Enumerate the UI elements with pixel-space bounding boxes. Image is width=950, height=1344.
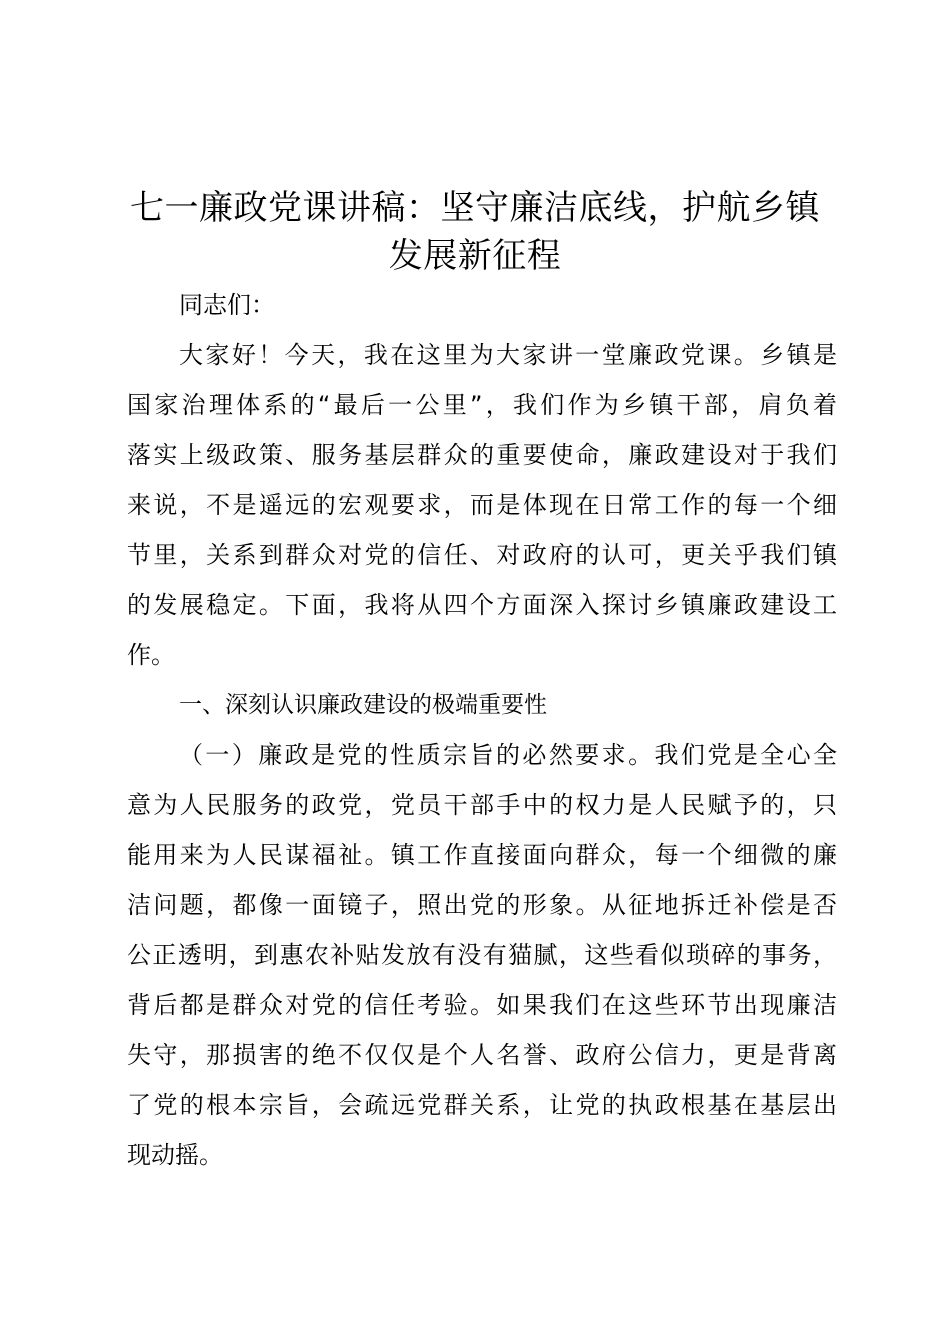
paragraph-1-line-3: 落实上级政策、服务基层群众的重要使命，廉政建设对于我们 (127, 441, 837, 469)
paragraph-1-line-6: 的发展稳定。下面，我将从四个方面深入探讨乡镇廉政建设工 (127, 591, 837, 619)
section-heading-1: 一、深刻认识廉政建设的极端重要性 (179, 692, 547, 718)
paragraph-1-line-2: 国家治理体系的“最后一公里”，我们作为乡镇干部，肩负着 (127, 391, 837, 419)
paragraph-2-line-2: 意为人民服务的政党，党员干部手中的权力是人民赋予的，只 (127, 791, 837, 819)
paragraph-1-line-1: 大家好！今天，我在这里为大家讲一堂廉政党课。乡镇是 (179, 341, 837, 369)
paragraph-2-line-7: 失守，那损害的绝不仅仅是个人名誉、政府公信力，更是背离 (127, 1041, 837, 1069)
paragraph-2-line-6: 背后都是群众对党的信任考验。如果我们在这些环节出现廉洁 (127, 991, 837, 1019)
paragraph-2-line-1: （一）廉政是党的性质宗旨的必然要求。我们党是全心全 (179, 741, 837, 769)
document-body (127, 280, 837, 1180)
paragraph-2-line-3: 能用来为人民谋福祉。镇工作直接面向群众，每一个细微的廉 (127, 841, 837, 869)
paragraph-1-line-7: 作。 (127, 641, 175, 669)
salutation: 同志们： (179, 291, 275, 319)
paragraph-2-line-5: 公正透明，到惠农补贴发放有没有猫腻，这些看似琐碎的事务， (127, 941, 837, 969)
paragraph-1-line-5: 节里，关系到群众对党的信任、对政府的认可，更关乎我们镇 (127, 541, 837, 569)
paragraph-2-line-4: 洁问题，都像一面镜子，照出党的形象。从征地拆迁补偿是否 (127, 891, 837, 919)
paragraph-2-line-9: 现动摇。 (127, 1141, 223, 1169)
paragraph-1-line-4: 来说，不是遥远的宏观要求，而是体现在日常工作的每一个细 (127, 491, 837, 519)
paragraph-2-line-8: 了党的根本宗旨，会疏远党群关系，让党的执政根基在基层出 (127, 1091, 837, 1119)
document-title-line-1: 七一廉政党课讲稿：坚守廉洁底线，护航乡镇 (130, 188, 820, 228)
document-title-line-2: 发展新征程 (388, 236, 562, 276)
